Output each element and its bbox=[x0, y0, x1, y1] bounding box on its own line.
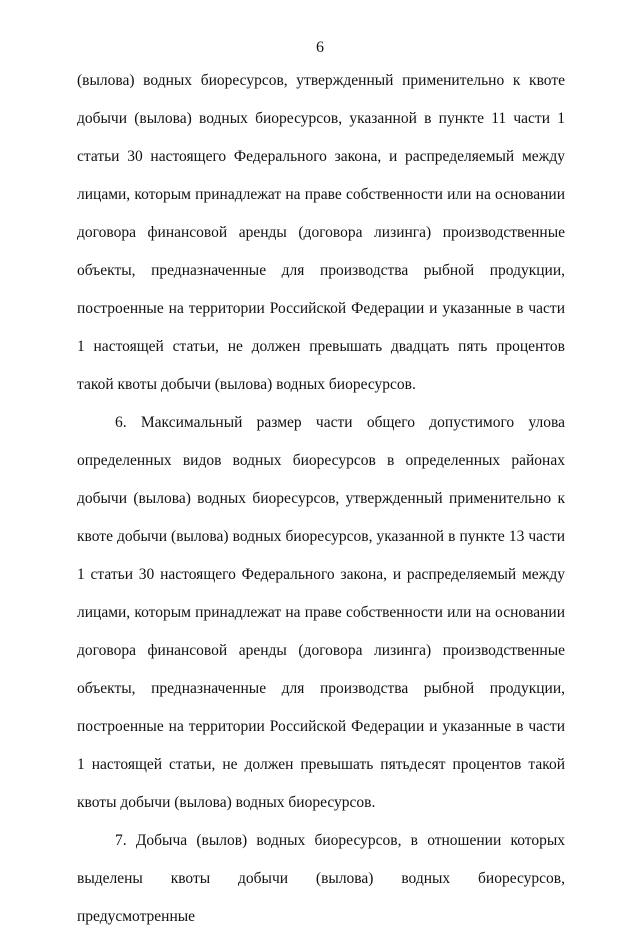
paragraph-item-7: 7. Добыча (вылов) водных биоресурсов, в отношении которых выделены квоты добычи (вылова) водных биоресурсов, предусмотренные bbox=[77, 832, 565, 925]
document-body bbox=[77, 62, 565, 936]
paragraph-item-6: 6. Максимальный размер части общего допустимого улова определенных видов водных биоресурсов в определенных районах добычи (вылова) водных биоресурсов, утвержденный применительно к квоте добычи (вылова) водных биоресурсов, указанной в пункте 13 части 1 статьи 30 настоящего Федерального закона, и распределяемый между лицами, которым принадлежат на праве собственности или на основании договора финансовой аренды (договора лизинга) производственные объекты, предназначенные для производства рыбной продукции, построенные на территории Российской Федерации и указанные в части 1 настоящей статьи, не должен превышать пятьдесят процентов такой квоты добычи (вылова) водных биоресурсов. bbox=[77, 414, 565, 811]
page-number: 6 bbox=[316, 39, 324, 56]
paragraph-continuation: (вылова) водных биоресурсов, утвержденный применительно к квоте добычи (вылова) водных биоресурсов, указанной в пункте 11 части 1 статьи 30 настоящего Федерального закона, и распределяемый между лицами, которым принадлежат на праве собственности или на основании договора финансовой аренды (договора лизинга) производственные объекты, предназначенные для производства рыбной продукции, построенные на территории Российской Федерации и указанные в части 1 настоящей статьи, не должен превышать двадцать пять процентов такой квоты добычи (вылова) водных биоресурсов. bbox=[77, 72, 565, 393]
